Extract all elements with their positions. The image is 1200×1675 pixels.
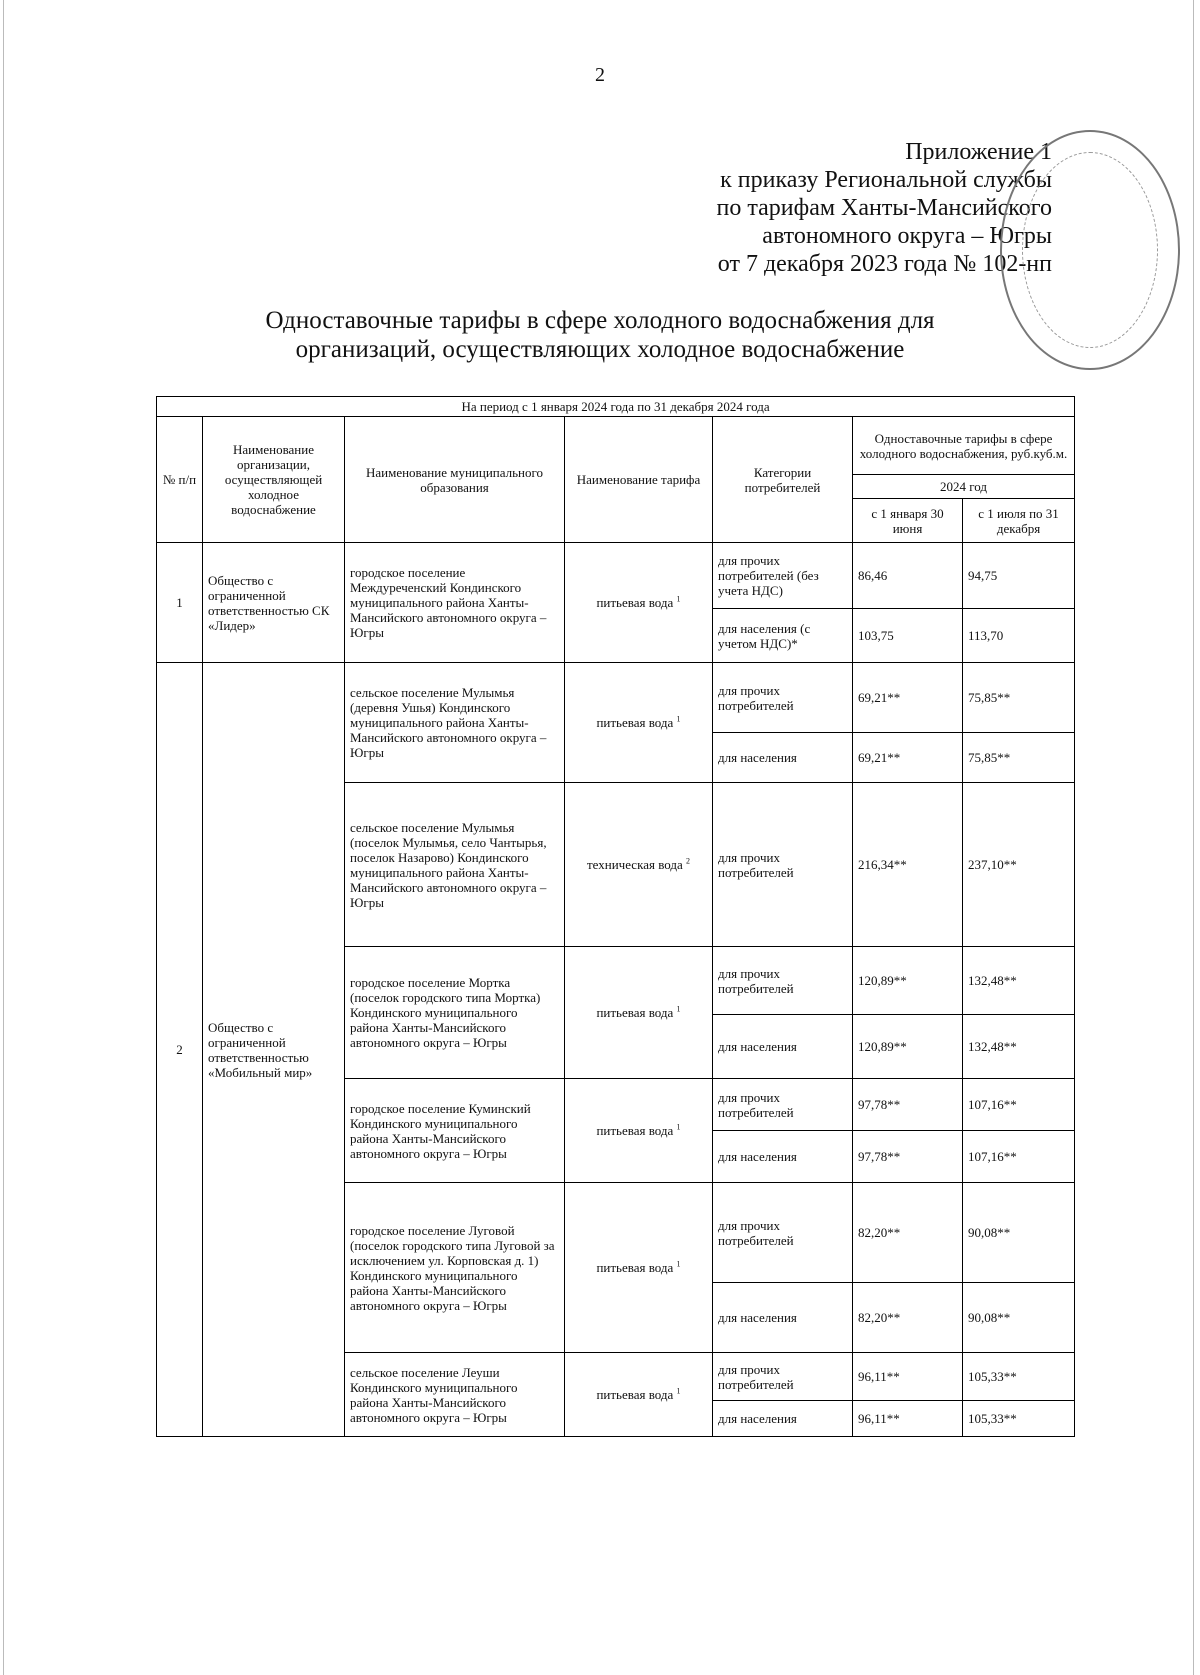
consumer-category: для прочих потребителей	[713, 1183, 853, 1283]
rate-half1: 86,46	[853, 543, 963, 609]
rate-half1: 82,20**	[853, 1283, 963, 1353]
footnote-marker: 1	[676, 594, 681, 604]
appendix-line: по тарифам Ханты-Мансийского	[716, 195, 1052, 221]
rate-half1: 96,11**	[853, 1353, 963, 1401]
rate-half1: 120,89**	[853, 1015, 963, 1079]
header-year: 2024 год	[853, 475, 1075, 499]
tariff-label: питьевая вода	[596, 1005, 674, 1020]
footnote-marker: 1	[676, 1122, 681, 1132]
header-half1: с 1 января 30 июня	[853, 499, 963, 543]
header-half2: с 1 июля по 31 декабря	[963, 499, 1075, 543]
municipality-name: сельское поселение Мулымья (деревня Ушья) Кондинского муниципального района Ханты-Мансийского автономного округа – Югры	[345, 663, 565, 783]
consumer-category: для населения	[713, 1401, 853, 1437]
rate-half1: 97,78**	[853, 1079, 963, 1131]
tariff-name	[565, 783, 713, 947]
tariff-label: питьевая вода	[596, 715, 674, 730]
tariff-label: техническая вода	[586, 857, 683, 872]
tariff-label: питьевая вода	[596, 1387, 674, 1402]
header-tariff: Наименование тарифа	[565, 417, 713, 543]
header-org: Наименование организации, осуществляющей холодное водоснабжение	[203, 417, 345, 543]
tariff-name	[565, 1353, 713, 1437]
appendix-line: Приложение 1	[905, 139, 1052, 165]
municipality-name: сельское поселение Мулымья (поселок Мулымья, село Чантырья, поселок Назарово) Кондинского муниципального района Ханты-Мансийского автономного округа – Югры	[345, 783, 565, 947]
footnote-marker: 1	[676, 714, 681, 724]
rate-half2: 105,33**	[963, 1353, 1075, 1401]
footnote-marker: 2	[686, 856, 691, 866]
rate-half2: 107,16**	[963, 1079, 1075, 1131]
consumer-category: для прочих потребителей	[713, 663, 853, 733]
scan-left-edge	[3, 0, 4, 1675]
rate-half2: 132,48**	[963, 1015, 1075, 1079]
consumer-category: для прочих потребителей	[713, 783, 853, 947]
header-municipality: Наименование муниципального образования	[345, 417, 565, 543]
rate-half1: 103,75	[853, 609, 963, 663]
organization-name: Общество с ограниченной ответственностью СК «Лидер»	[203, 543, 345, 663]
municipality-name: городское поселение Луговой (поселок городского типа Луговой за исключением ул. Корповская д. 1) Кондинского муниципального района Ханты-Мансийского автономного округа – Югры	[345, 1183, 565, 1353]
tariff-name	[565, 543, 713, 663]
rate-half1: 96,11**	[853, 1401, 963, 1437]
header-num: № п/п	[157, 417, 203, 543]
title-line: организаций, осуществляющих холодное водоснабжение	[295, 336, 905, 363]
appendix-line: к приказу Региональной службы	[720, 167, 1052, 193]
footnote-marker: 1	[676, 1259, 681, 1269]
consumer-category: для прочих потребителей (без учета НДС)	[713, 543, 853, 609]
period-cell: На период с 1 января 2024 года по 31 декабря 2024 года	[157, 397, 1075, 417]
tariff-table	[156, 396, 1075, 1437]
row-number: 1	[157, 543, 203, 663]
footnote-marker: 1	[676, 1386, 681, 1396]
rate-half1: 120,89**	[853, 947, 963, 1015]
appendix-header	[532, 138, 1052, 278]
consumer-category: для населения	[713, 1131, 853, 1183]
rate-half2: 90,08**	[963, 1283, 1075, 1353]
consumer-category: для прочих потребителей	[713, 1353, 853, 1401]
tariff-name	[565, 947, 713, 1079]
header-rates: Одноставочные тарифы в сфере холодного водоснабжения, руб.куб.м.	[853, 417, 1075, 475]
tariff-name	[565, 663, 713, 783]
tariff-label: питьевая вода	[596, 1123, 674, 1138]
municipality-name: городское поселение Куминский Кондинского муниципального района Ханты-Мансийского автономного округа – Югры	[345, 1079, 565, 1183]
municipality-name: городское поселение Мортка (поселок городского типа Мортка) Кондинского муниципального района Ханты-Мансийского автономного округа – Югры	[345, 947, 565, 1079]
organization-name: Общество с ограниченной ответственностью «Мобильный мир»	[203, 663, 345, 1437]
rate-half1: 216,34**	[853, 783, 963, 947]
rate-half2: 113,70	[963, 609, 1075, 663]
tariff-label: питьевая вода	[596, 1260, 674, 1275]
consumer-category: для населения (с учетом НДС)*	[713, 609, 853, 663]
rate-half2: 94,75	[963, 543, 1075, 609]
consumer-category: для населения	[713, 1015, 853, 1079]
rate-half1: 97,78**	[853, 1131, 963, 1183]
municipality-name: городское поселение Междуреченский Кондинского муниципального района Ханты-Мансийского автономного округа – Югры	[345, 543, 565, 663]
rate-half1: 82,20**	[853, 1183, 963, 1283]
title-line: Одноставочные тарифы в сфере холодного водоснабжения для	[265, 307, 935, 334]
header-row	[157, 417, 1075, 475]
rate-half2: 90,08**	[963, 1183, 1075, 1283]
tariff-name	[565, 1079, 713, 1183]
tariff-name	[565, 1183, 713, 1353]
rate-half2: 75,85**	[963, 663, 1075, 733]
rate-half1: 69,21**	[853, 663, 963, 733]
appendix-line: автономного округа – Югры	[762, 223, 1052, 249]
appendix-line: от 7 декабря 2023 года № 102-нп	[717, 251, 1052, 277]
consumer-category: для прочих потребителей	[713, 947, 853, 1015]
municipality-name: сельское поселение Леуши Кондинского муниципального района Ханты-Мансийского автономного округа – Югры	[345, 1353, 565, 1437]
table-row	[157, 663, 1075, 733]
rate-half2: 132,48**	[963, 947, 1075, 1015]
rate-half1: 69,21**	[853, 733, 963, 783]
rate-half2: 105,33**	[963, 1401, 1075, 1437]
table-row	[157, 543, 1075, 609]
consumer-category: для прочих потребителей	[713, 1079, 853, 1131]
consumer-category: для населения	[713, 733, 853, 783]
row-number: 2	[157, 663, 203, 1437]
period-row	[157, 397, 1075, 417]
consumer-category: для населения	[713, 1283, 853, 1353]
tariff-label: питьевая вода	[596, 595, 674, 610]
scan-right-edge	[1193, 0, 1194, 1675]
page-number: 2	[595, 64, 605, 86]
footnote-marker: 1	[676, 1004, 681, 1014]
header-category: Категории потребителей	[713, 417, 853, 543]
document-title	[0, 306, 1200, 364]
rate-half2: 75,85**	[963, 733, 1075, 783]
rate-half2: 237,10**	[963, 783, 1075, 947]
rate-half2: 107,16**	[963, 1131, 1075, 1183]
